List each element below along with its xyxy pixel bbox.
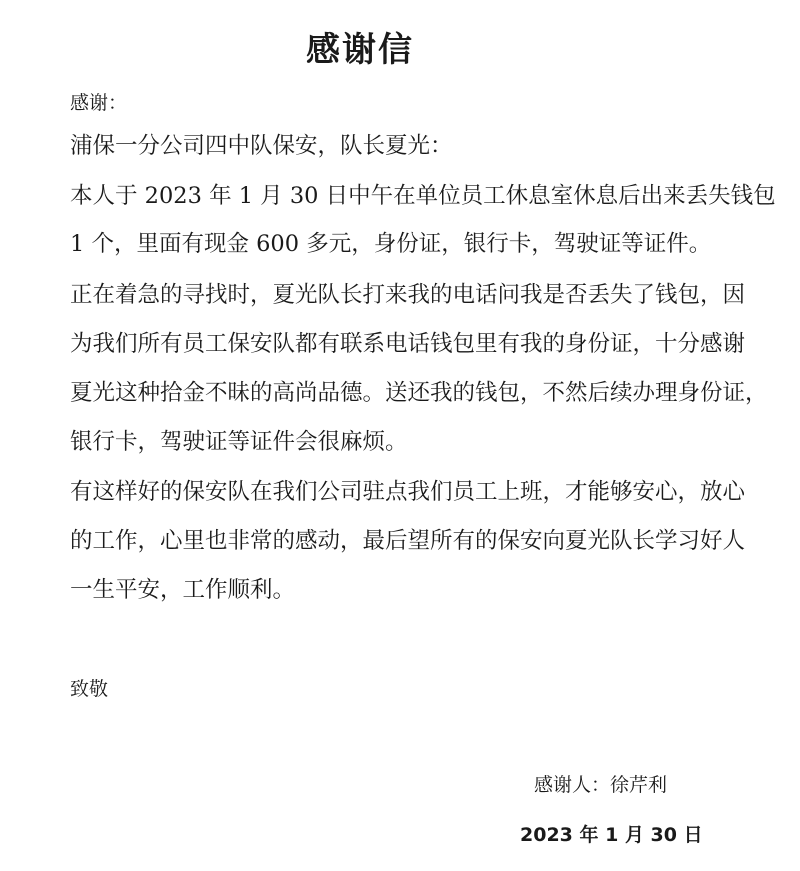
- body-line-9: 一生平安，工作顺利。: [70, 577, 296, 603]
- body-line-3: 正在着急的寻找时，夏光队长打来我的电话问我是否丢失了钱包，因: [70, 282, 746, 308]
- body-line-2: 1 个，里面有现金 600 多元，身份证，银行卡，驾驶证等证件。: [70, 231, 712, 257]
- body-line-4: 为我们所有员工保安队都有联系电话钱包里有我的身份证，十分感谢: [70, 331, 746, 357]
- body-line-1: 本人于 2023 年 1 月 30 日中午在单位员工休息室休息后出来丢失钱包: [70, 183, 776, 209]
- salutation: 感谢：: [70, 92, 128, 114]
- letter-date: 2023 年 1 月 30 日: [520, 824, 703, 846]
- recipient-line: 浦保一分公司四中队保安，队长夏光：: [70, 133, 453, 159]
- body-line-5: 夏光这种拾金不昧的高尚品德。送还我的钱包，不然后续办理身份证，: [70, 380, 768, 406]
- body-line-6: 银行卡，驾驶证等证件会很麻烦。: [70, 429, 408, 455]
- body-line-7: 有这样好的保安队在我们公司驻点我们员工上班，才能够安心，放心: [70, 479, 746, 505]
- letter-title: 感谢信: [306, 30, 414, 70]
- signature: 感谢人：徐芹利: [534, 774, 668, 796]
- body-line-8: 的工作，心里也非常的感动，最后望所有的保安向夏光队长学习好人: [70, 528, 746, 554]
- closing: 致敬: [70, 678, 109, 700]
